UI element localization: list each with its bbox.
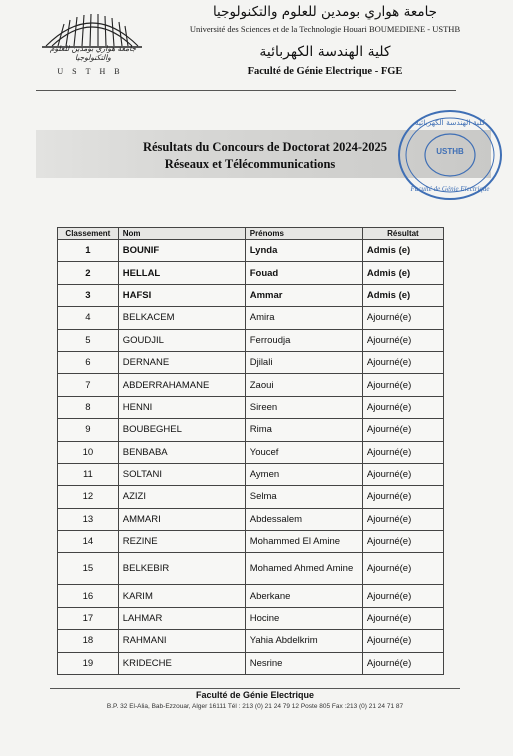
nom-cell: KRIDECHE [118, 652, 245, 674]
column-header-nom: Nom [118, 228, 245, 240]
resultat-cell: Ajourné(e) [362, 463, 443, 485]
rank-cell: 14 [58, 531, 119, 553]
table-row [58, 396, 444, 418]
nom-cell: HELLAL [118, 262, 245, 284]
column-header-prenoms: Prénoms [245, 228, 362, 240]
logo-arabic-text: جامعة هواري بومدين للعلوم والتكنولوجيا [49, 44, 137, 62]
nom-cell: BELKACEM [118, 307, 245, 329]
table-row [58, 607, 444, 629]
nom-cell: SOLTANI [118, 463, 245, 485]
rank-cell: 9 [58, 419, 119, 441]
table-row [58, 307, 444, 329]
nom-cell: AZIZI [118, 486, 245, 508]
resultat-cell: Ajourné(e) [362, 307, 443, 329]
rank-cell: 16 [58, 585, 119, 607]
nom-cell: BELKEBIR [118, 553, 245, 585]
results-table [57, 227, 444, 675]
table-row [58, 508, 444, 530]
column-header-resultat: Résultat [362, 228, 443, 240]
table-header-row [58, 228, 444, 240]
prenom-cell: Djilali [245, 351, 362, 373]
prenom-cell: Aymen [245, 463, 362, 485]
rank-cell: 18 [58, 630, 119, 652]
resultat-cell: Ajourné(e) [362, 652, 443, 674]
nom-cell: RAHMANI [118, 630, 245, 652]
table-row [58, 463, 444, 485]
prenom-cell: Selma [245, 486, 362, 508]
rank-cell: 5 [58, 329, 119, 351]
resultat-cell: Ajourné(e) [362, 607, 443, 629]
nom-cell: KARIM [118, 585, 245, 607]
rank-cell: 6 [58, 351, 119, 373]
prenom-cell: Aberkane [245, 585, 362, 607]
resultat-cell: Admis (e) [362, 284, 443, 306]
official-stamp-icon [396, 107, 504, 203]
resultat-cell: Ajourné(e) [362, 419, 443, 441]
resultat-cell: Ajourné(e) [362, 553, 443, 585]
prenom-cell: Yahia Abdelkrim [245, 630, 362, 652]
rank-cell: 2 [58, 262, 119, 284]
column-header-rank: Classement [58, 228, 119, 240]
resultat-cell: Ajourné(e) [362, 351, 443, 373]
prenom-cell: Nesrine [245, 652, 362, 674]
resultat-cell: Ajourné(e) [362, 441, 443, 463]
prenom-cell: Abdessalem [245, 508, 362, 530]
faculty-name-french: Faculté de Génie Electrique - FGE [247, 66, 403, 77]
resultat-cell: Admis (e) [362, 240, 443, 262]
table-row [58, 630, 444, 652]
rank-cell: 7 [58, 374, 119, 396]
footer-faculty: Faculté de Génie Electrique [195, 690, 315, 700]
nom-cell: GOUDJIL [118, 329, 245, 351]
logo-letters: USTHB [57, 67, 129, 76]
nom-cell: LAHMAR [118, 607, 245, 629]
prenom-cell: Mohamed Ahmed Amine [245, 553, 362, 585]
table-row [58, 240, 444, 262]
footer-address: B.P. 32 El-Alia, Bab-Ezzouar, Alger 16111 Tél : 213 (0) 21 24 79 12 Poste 805 Fax :213 (0) 21 24 71 87 [106, 703, 404, 710]
rank-cell: 15 [58, 553, 119, 585]
table-row [58, 585, 444, 607]
prenom-cell: Mohammed El Amine [245, 531, 362, 553]
prenom-cell: Lynda [245, 240, 362, 262]
resultat-cell: Admis (e) [362, 262, 443, 284]
nom-cell: BOUBEGHEL [118, 419, 245, 441]
prenom-cell: Youcef [245, 441, 362, 463]
rank-cell: 19 [58, 652, 119, 674]
footer-divider [50, 688, 460, 689]
stamp-center-text: USTHB [436, 147, 464, 156]
resultat-cell: Ajourné(e) [362, 508, 443, 530]
table-row [58, 329, 444, 351]
document-title: Résultats du Concours de Doctorat 2024-2025 [142, 140, 388, 154]
nom-cell: ABDERRAHAMANE [118, 374, 245, 396]
prenom-cell: Sireen [245, 396, 362, 418]
resultat-cell: Ajourné(e) [362, 486, 443, 508]
table-row [58, 284, 444, 306]
stamp-top-text: كلية الهندسة الكهربائية [414, 118, 486, 127]
table-row [58, 486, 444, 508]
prenom-cell: Amira [245, 307, 362, 329]
nom-cell: HAFSI [118, 284, 245, 306]
nom-cell: DERNANE [118, 351, 245, 373]
resultat-cell: Ajourné(e) [362, 585, 443, 607]
nom-cell: AMMARI [118, 508, 245, 530]
resultat-cell: Ajourné(e) [362, 374, 443, 396]
rank-cell: 12 [58, 486, 119, 508]
prenom-cell: Ferroudja [245, 329, 362, 351]
nom-cell: BOUNIF [118, 240, 245, 262]
table-row [58, 553, 444, 585]
rank-cell: 17 [58, 607, 119, 629]
faculty-name-arabic: كلية الهندسة الكهربائية [259, 44, 391, 60]
prenom-cell: Hocine [245, 607, 362, 629]
university-name-arabic: جامعة هواري بومدين للعلوم والتكنولوجيا [212, 4, 438, 20]
rank-cell: 11 [58, 463, 119, 485]
header-divider [36, 90, 456, 91]
resultat-cell: Ajourné(e) [362, 630, 443, 652]
rank-cell: 1 [58, 240, 119, 262]
table-row [58, 262, 444, 284]
university-name-french: Université des Sciences et de la Technologie Houari BOUMEDIENE - USTHB [189, 24, 461, 34]
table-row [58, 531, 444, 553]
nom-cell: HENNI [118, 396, 245, 418]
rank-cell: 4 [58, 307, 119, 329]
table-row [58, 351, 444, 373]
table-row [58, 441, 444, 463]
nom-cell: BENBABA [118, 441, 245, 463]
stamp-bottom-text: Faculté de Génie Electrique [410, 185, 490, 193]
rank-cell: 10 [58, 441, 119, 463]
document-subtitle: Réseaux et Télécommunications [164, 157, 336, 171]
table-row [58, 652, 444, 674]
prenom-cell: Fouad [245, 262, 362, 284]
table-row [58, 374, 444, 396]
resultat-cell: Ajourné(e) [362, 329, 443, 351]
table-row [58, 419, 444, 441]
rank-cell: 3 [58, 284, 119, 306]
prenom-cell: Ammar [245, 284, 362, 306]
resultat-cell: Ajourné(e) [362, 396, 443, 418]
prenom-cell: Rima [245, 419, 362, 441]
nom-cell: REZINE [118, 531, 245, 553]
rank-cell: 8 [58, 396, 119, 418]
prenom-cell: Zaoui [245, 374, 362, 396]
resultat-cell: Ajourné(e) [362, 531, 443, 553]
rank-cell: 13 [58, 508, 119, 530]
